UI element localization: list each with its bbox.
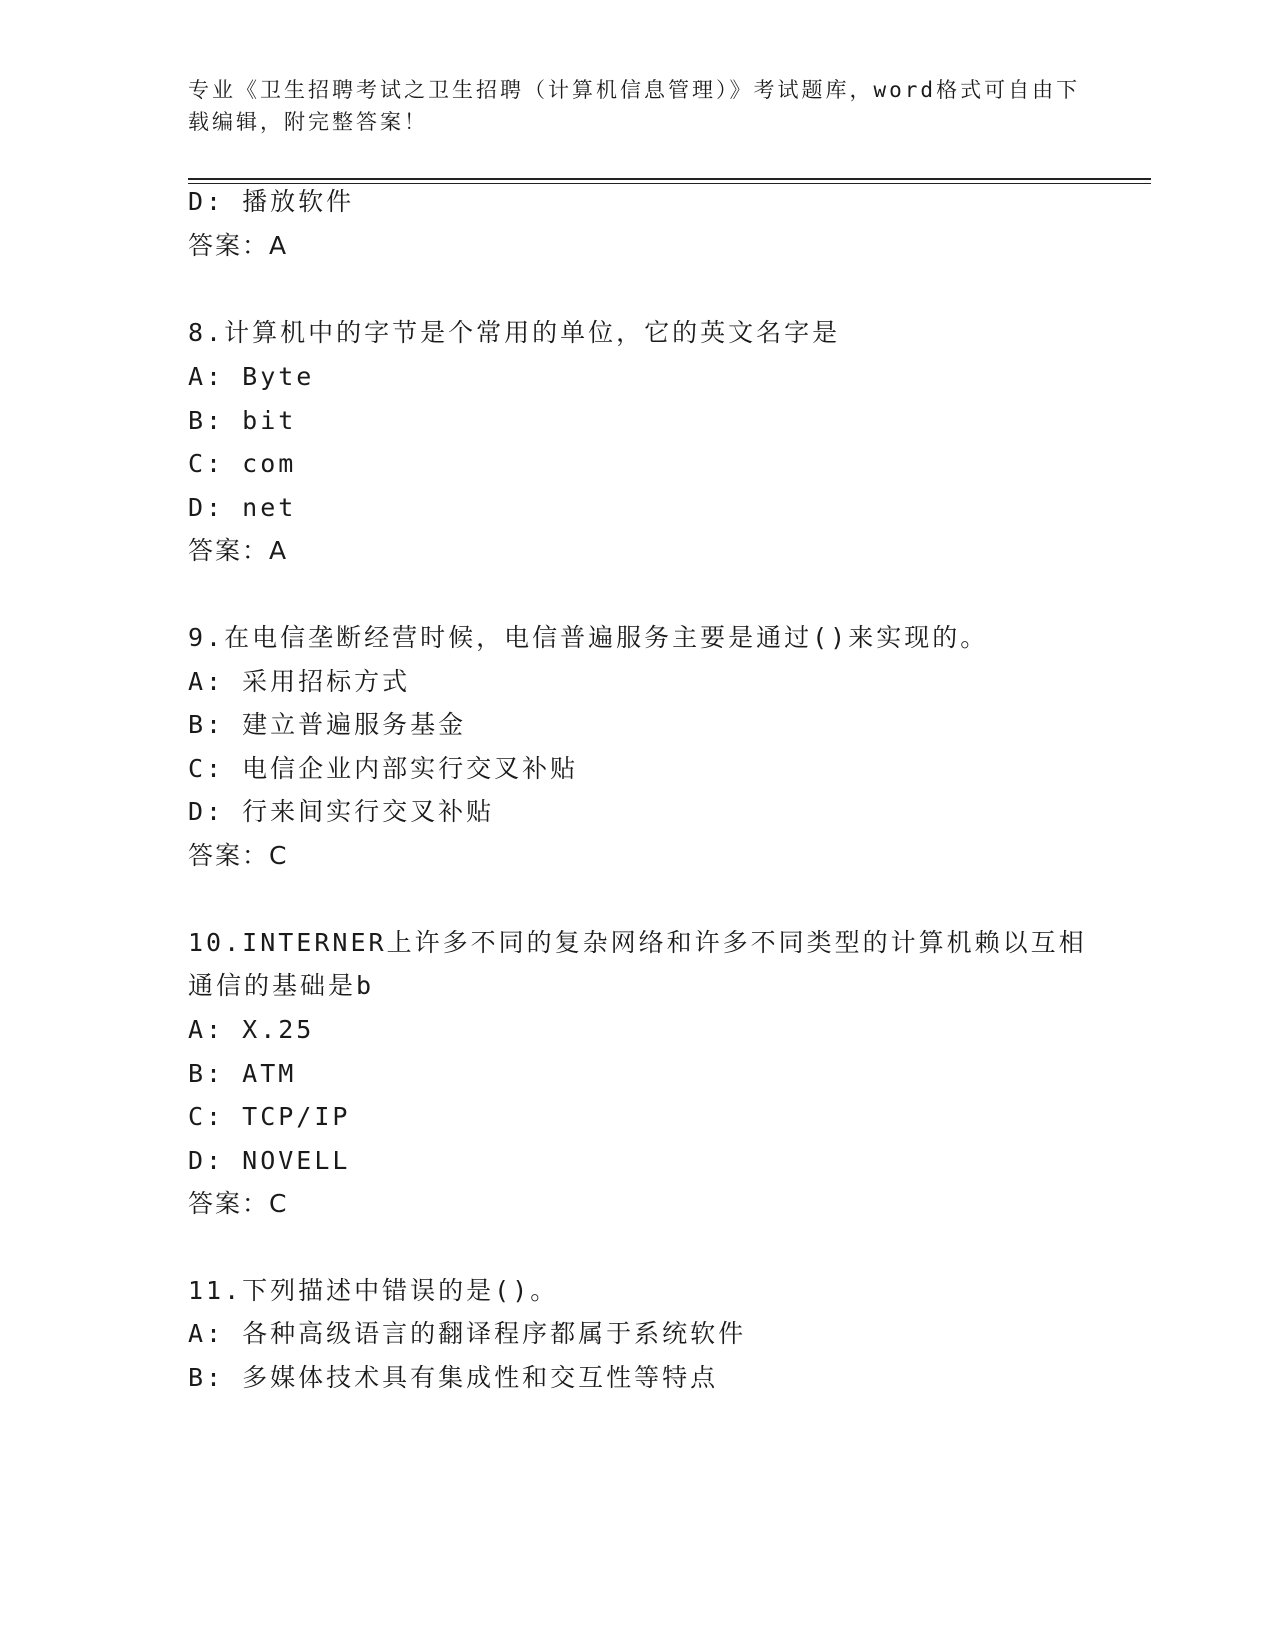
- q10-option-c: C: TCP/IP: [188, 1102, 351, 1131]
- prev-answer: 答案：A: [188, 231, 289, 260]
- q10-option-a: A: X.25: [188, 1015, 315, 1044]
- q9-option-a: A: 采用招标方式: [188, 667, 411, 696]
- q8-answer: 答案：A: [188, 536, 289, 565]
- q8-stem: 8.计算机中的字节是个常用的单位，它的英文名字是: [188, 318, 841, 347]
- header-divider-thin: [188, 183, 1151, 184]
- q9-option-c: C: 电信企业内部实行交叉补贴: [188, 754, 579, 783]
- q8-option-b: B: bit: [188, 406, 297, 435]
- q10-stem-line1: 10.INTERNER上许多不同的复杂网络和许多不同类型的计算机赖以互相: [188, 928, 1087, 957]
- q10-option-d: D: NOVELL: [188, 1146, 351, 1175]
- q9-stem: 9.在电信垄断经营时候，电信普遍服务主要是通过()来实现的。: [188, 623, 989, 652]
- q9-option-b: B: 建立普遍服务基金: [188, 710, 467, 739]
- q11-stem: 11.下列描述中错误的是()。: [188, 1276, 559, 1305]
- document-header: 专业《卫生招聘考试之卫生招聘（计算机信息管理）》考试题库，word格式可自由下载编辑，附完整答案！: [188, 78, 1081, 134]
- q8-option-d: D: net: [188, 493, 297, 522]
- q10-option-b: B: ATM: [188, 1059, 297, 1088]
- header-divider-thick: [188, 178, 1151, 180]
- q8-option-c: C: com: [188, 449, 297, 478]
- q10-answer: 答案：C: [188, 1189, 289, 1218]
- prev-option-d: D: 播放软件: [188, 187, 355, 216]
- q9-answer: 答案：C: [188, 841, 289, 870]
- q10-stem-line2: 通信的基础是b: [188, 971, 375, 1000]
- q11-option-b: B: 多媒体技术具有集成性和交互性等特点: [188, 1363, 719, 1392]
- q8-option-a: A: Byte: [188, 362, 315, 391]
- q9-option-d: D: 行来间实行交叉补贴: [188, 797, 495, 826]
- q11-option-a: A: 各种高级语言的翻译程序都属于系统软件: [188, 1319, 747, 1348]
